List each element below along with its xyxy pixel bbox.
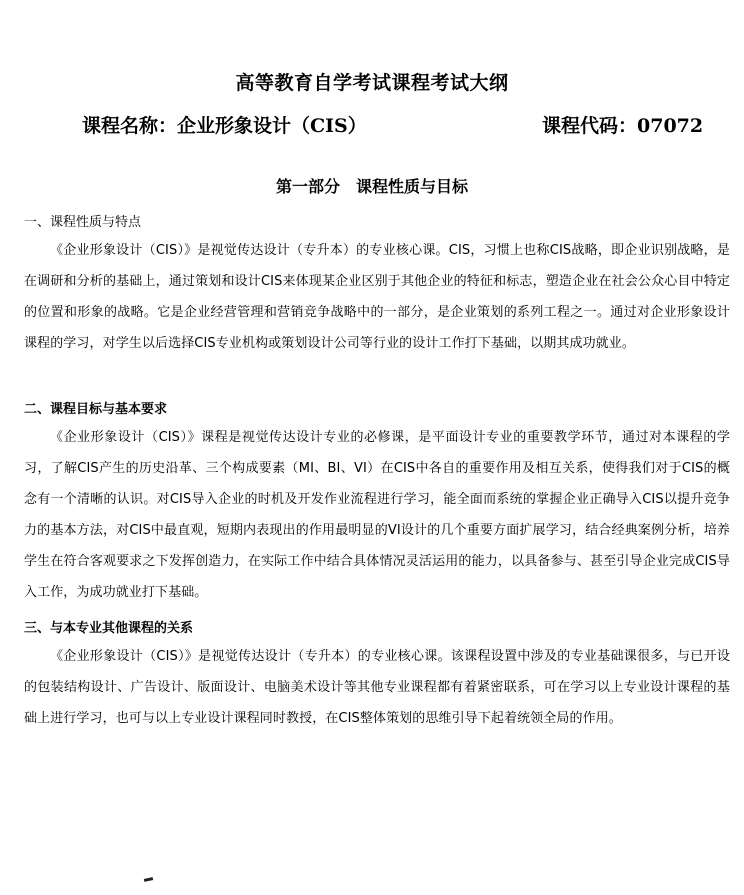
course-info-row <box>82 112 712 142</box>
course-name: 课程名称：企业形象设计（CIS） <box>82 115 367 137</box>
section-paragraph: 《企业形象设计（CIS）》课程是视觉传达设计专业的必修课，是平面设计专业的重要教学环节，通过对本课程的学习，了解CIS产生的历史沿革、三个构成要素（MI、BI、VI）在CIS中各自的重要作用及相互关系，使得我们对于CIS的概念有一个清晰的认识。对CIS导入企业的时机及开发作业流程进行学习，能全面而系统的掌握企业正确导入CIS以提升竞争力的基本方法，对CIS中最直观，短期内表现出的作用最明显的VI设计的几个重要方面扩展学习，结合经典案例分析，培养学生在符合客观要求之下发挥创造力，在实际工作中结合具体情况灵活运用的能力，以具备参与、甚至引导企业完成CIS导入工作，为成功就业打下基础。 <box>24 430 730 600</box>
section-heading: 二、课程目标与基本要求 <box>24 402 168 417</box>
stray-ink-mark <box>144 877 153 882</box>
course-code: 课程代码：07072 <box>542 115 704 137</box>
section-course-nature <box>24 211 730 359</box>
section-paragraph: 《企业形象设计（CIS）》是视觉传达设计（专升本）的专业核心课。CIS，习惯上也称CIS战略，即企业识别战略，是在调研和分析的基础上，通过策划和设计CIS来体现某企业区别于其他企业的特征和标志，塑造企业在社会公众心目中特定的位置和形象的战略。它是企业经营管理和营销竞争战略中的一部分，是企业策划的系列工程之一。通过对企业形象设计课程的学习，对学生以后选择CIS专业机构或策划设计公司等行业的设计工作打下基础，以期其成功就业。 <box>24 243 730 351</box>
document-title: 高等教育自学考试课程考试大纲 <box>235 72 509 94</box>
section-heading: 三、与本专业其他课程的关系 <box>24 621 194 636</box>
section-heading: 一、课程性质与特点 <box>24 215 142 230</box>
section-paragraph: 《企业形象设计（CIS）》是视觉传达设计（专升本）的专业核心课。该课程设置中涉及的专业基础课很多，与已开设的包装结构设计、广告设计、版面设计、电脑美术设计等其他专业课程都有着紧密联系，可在学习以上专业设计课程的基础上进行学习，也可与以上专业设计课程同时教授，在CIS整体策划的思维引导下起着统领全局的作用。 <box>24 649 730 726</box>
part-title: 第一部分 课程性质与目标 <box>275 177 468 196</box>
section-related-courses <box>24 617 730 734</box>
section-course-goals <box>24 398 730 608</box>
